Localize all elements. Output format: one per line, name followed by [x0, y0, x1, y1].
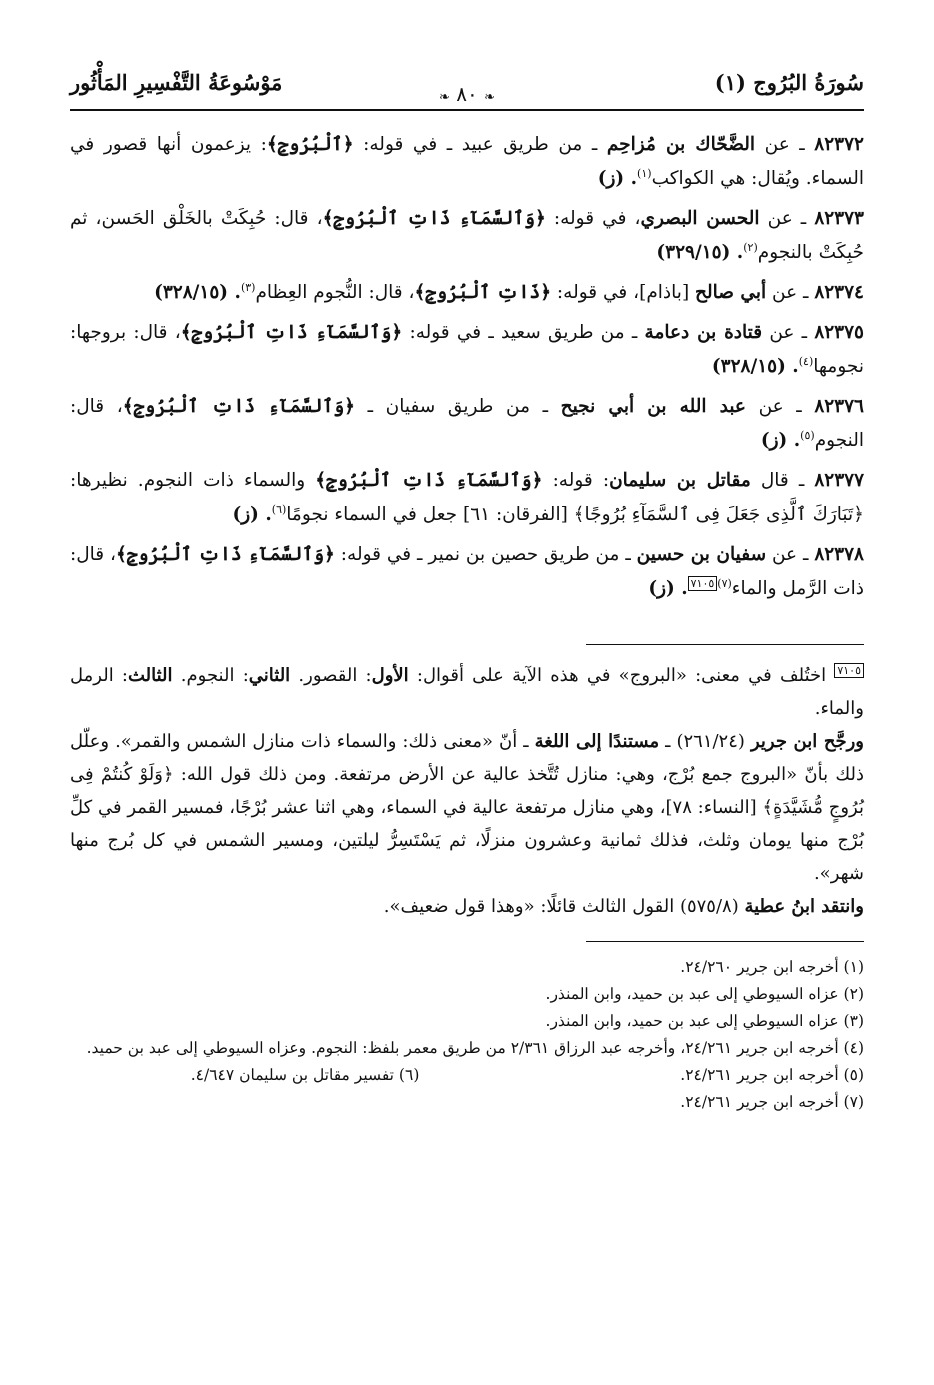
narration — [70, 202, 864, 270]
footnote-marker: (٣) — [240, 280, 256, 294]
narration-number: ٨٢٣٧٥ — [814, 322, 864, 343]
narrator-name: سفيان بن حسين — [636, 544, 767, 565]
quran-quote: ﴿وَٱلسَّمَآءِ ذَاتِ ٱلْبُرُوجِ﴾ — [315, 470, 543, 491]
footnote-marker: (١) — [637, 166, 652, 180]
commentary-text: (٥٧٥/٨) القول الثالث قائلًا: «وهذا قول ضعيف». — [383, 896, 745, 917]
narration-number: ٨٢٣٧٢ — [814, 134, 864, 155]
source-reference: . (٣٢٨/١٥) — [711, 356, 799, 377]
narration-text: [باذام]، في قوله: — [551, 282, 696, 303]
commentary-paragraph — [70, 659, 864, 725]
narration-text: ـ عن — [759, 208, 815, 229]
narration-number: ٨٢٣٧٧ — [814, 470, 865, 491]
footnote-marker: (٦) — [271, 502, 287, 516]
commentary-text: اختُلف في معنى: «البروج» في هذه الآية على أقوال: — [408, 665, 835, 686]
commentary-text: : الرمل والماء. — [70, 665, 864, 719]
commentary-box-label: ٧١٠٥ — [834, 663, 864, 678]
narration — [70, 464, 864, 532]
commentary-text: : القصور. — [290, 665, 372, 686]
narrator-name: الضَّحّاك بن مُزاحِم — [606, 134, 756, 155]
quran-quote: ﴿وَٱلسَّمَآءِ ذَاتِ ٱلْبُرُوجِ﴾ — [180, 322, 403, 343]
book-page — [70, 62, 864, 1385]
narrator-name: مقاتل بن سليمان — [609, 470, 751, 491]
narration-text: ـ عن — [745, 396, 815, 417]
commentary-paragraph — [70, 725, 864, 890]
narration-text: ، قال: ذات الرَّمل والماء — [70, 544, 864, 599]
narration-text: ـ من طريق سفيان ـ — [355, 396, 561, 417]
quran-quote: ﴿ٱلْبُرُوجِ﴾ — [266, 134, 354, 155]
narration-text: ، قال: بروجها: نجومها — [70, 322, 864, 377]
commentary-note — [70, 659, 864, 923]
narrator-name: قتادة بن دعامة — [644, 322, 763, 343]
narration-text: ـ من طريق حصين بن نمير ـ في قوله: — [334, 544, 637, 565]
footnotes-separator — [586, 941, 864, 942]
narration-text: : قوله: — [542, 470, 610, 491]
narration — [70, 276, 864, 310]
commentary-separator — [586, 644, 864, 645]
narration-text: ـ من طريق عبيد ـ في قوله: — [353, 134, 607, 155]
narration-text: ـ عن — [766, 544, 815, 565]
footnote-marker: (٤) — [798, 354, 814, 368]
quran-quote: ﴿وَٱلسَّمَآءِ ذَاتِ ٱلْبُرُوجِ﴾ — [322, 208, 546, 229]
narrator-name: أبي صالح — [695, 282, 767, 303]
narration-number: ٨٢٣٧٤ — [814, 282, 864, 303]
footnote-marker: (٥) — [800, 428, 815, 442]
narration-text: ـ عن — [755, 134, 815, 155]
narration — [70, 316, 864, 384]
narration-text: ، قال: حُبِكَتْ بالخَلْق الحَسن، ثم حُبِكَتْ بالنجوم — [70, 208, 864, 263]
narration — [70, 538, 864, 606]
narration-text: ـ قال — [750, 470, 815, 491]
narration-number: ٨٢٣٧٦ — [814, 396, 864, 417]
narrator-name: عبد الله بن أبي نجيح — [560, 396, 746, 417]
book-title: مَوْسُوعَةُ التَّفْسِيرِ المَأْثُور — [70, 70, 283, 95]
commentary-bold: الثاني — [248, 665, 291, 686]
header-rule — [70, 109, 864, 111]
footnotes — [70, 954, 864, 1116]
source-reference: . (٣٢٨/١٥) — [154, 282, 241, 303]
commentary-text: : النجوم. — [172, 665, 249, 686]
narration-text: ، قال: النجوم — [70, 396, 864, 451]
footnote: (٥) أخرجه ابن جرير ٢٤/٢٦١. — [680, 1066, 864, 1084]
footnote: (١) أخرجه ابن جرير ٢٤/٢٦٠. — [680, 958, 864, 976]
narration-text: ـ عن — [762, 322, 815, 343]
footnote: (٧) أخرجه ابن جرير ٢٤/٢٦١. — [680, 1093, 864, 1111]
commentary-text: (٢٦١/٢٤) ـ — [659, 731, 751, 752]
source-reference: . (ز) — [597, 168, 638, 189]
narration-text: ـ من طريق سعيد ـ في قوله: — [402, 322, 645, 343]
footnote-row — [70, 1062, 864, 1089]
footnote: (٤) أخرجه ابن جرير ٢٤/٢٦١، وأخرجه عبد الرزاق ٢/٣٦١ من طريق معمر بلفظ: النجوم. وعزاه السيوطي إلى عبد بن حميد. — [86, 1039, 864, 1057]
footnote: (٢) عزاه السيوطي إلى عبد بن حميد، وابن المنذر. — [545, 985, 864, 1003]
commentary-bold: الثالث — [127, 665, 173, 686]
commentary-bold: الأول — [371, 665, 409, 686]
ornament-icon: ❧ — [484, 90, 496, 105]
quran-quote: ﴿وَٱلسَّمَآءِ ذَاتِ ٱلْبُرُوجِ﴾ — [122, 396, 356, 417]
commentary-bold: ورجَّح ابن جرير — [750, 731, 864, 752]
narrator-name: الحسن البصري — [640, 208, 760, 229]
footnote-marker: (٢) — [743, 240, 758, 254]
source-reference: . (ز) — [760, 430, 801, 451]
narration — [70, 390, 864, 458]
narration-text: : يزعمون أنها قصور في السماء. ويُقال: هي الكواكب — [70, 134, 864, 189]
narrations-list — [70, 128, 864, 606]
page-number: ٨٠ — [456, 82, 478, 106]
page-header — [70, 62, 864, 114]
commentary-text: ـ أنّ «معنى ذلك: والسماء ذات منازل الشمس والقمر». وعلّل ذلك بأنّ «البروج جمع بُرْج، وهي: منازل تُتَّخذ عالية عن الأرض مرتفعة. ومن ذلك قول الله: ﴿وَلَوْ كُنتُمْ فِى بُرُوجٍ مُّشَيَّدَةٍ﴾ [النساء: ٧٨]، وهي منازل مرتفعة عالية في السماء، وهي اثنا عشر بُرْجًا، فمسير القمر في كلِّ بُرْج منها يومان وثلث، فذلك ثمانية وعشرون منزلًا، ثم يَسْتَسِرُّ ليلتين، ومسير الشمس في كل بُرج منها شهر». — [70, 731, 864, 884]
ornament-icon: ❧ — [438, 90, 450, 105]
commentary-paragraph — [70, 890, 864, 923]
narration-text: ، في قوله: — [545, 208, 641, 229]
commentary-box-ref: ٧١٠٥ — [688, 576, 718, 591]
footnote-marker: (٧) — [717, 576, 732, 590]
source-reference: . (ز) — [232, 504, 272, 525]
narration — [70, 128, 864, 196]
narration-text: والسماء ذات النجوم. نظيرها: ﴿تَبَارَكَ ٱلَّذِى جَعَلَ فِى ٱلسَّمَآءِ بُرُوجًا﴾ [الفرقان: ٦١] جعل في السماء نجومًا — [70, 470, 864, 525]
commentary-bold: مستندًا إلى اللغة — [534, 731, 660, 752]
footnote: (٦) تفسير مقاتل بن سليمان ٤/٦٤٧. — [190, 1066, 420, 1084]
quran-quote: ﴿وَٱلسَّمَآءِ ذَاتِ ٱلْبُرُوجِ﴾ — [116, 544, 335, 565]
surah-title: سُورَةُ البُرُوج (١) — [714, 70, 864, 95]
page-number-block — [439, 82, 495, 106]
narration-text: ـ عن — [766, 282, 815, 303]
commentary-bold: وانتقد ابنُ عطية — [744, 896, 864, 917]
source-reference: . (٣٢٩/١٥) — [656, 242, 744, 263]
quran-quote: ﴿ذَاتِ ٱلْبُرُوجِ﴾ — [414, 282, 552, 303]
narration-text: ، قال: النُّجوم العِظام — [255, 282, 415, 303]
narration-number: ٨٢٣٧٣ — [814, 208, 864, 229]
footnote: (٣) عزاه السيوطي إلى عبد بن حميد، وابن المنذر. — [545, 1012, 864, 1030]
source-reference: . (ز) — [648, 578, 688, 599]
narration-number: ٨٢٣٧٨ — [814, 544, 864, 565]
